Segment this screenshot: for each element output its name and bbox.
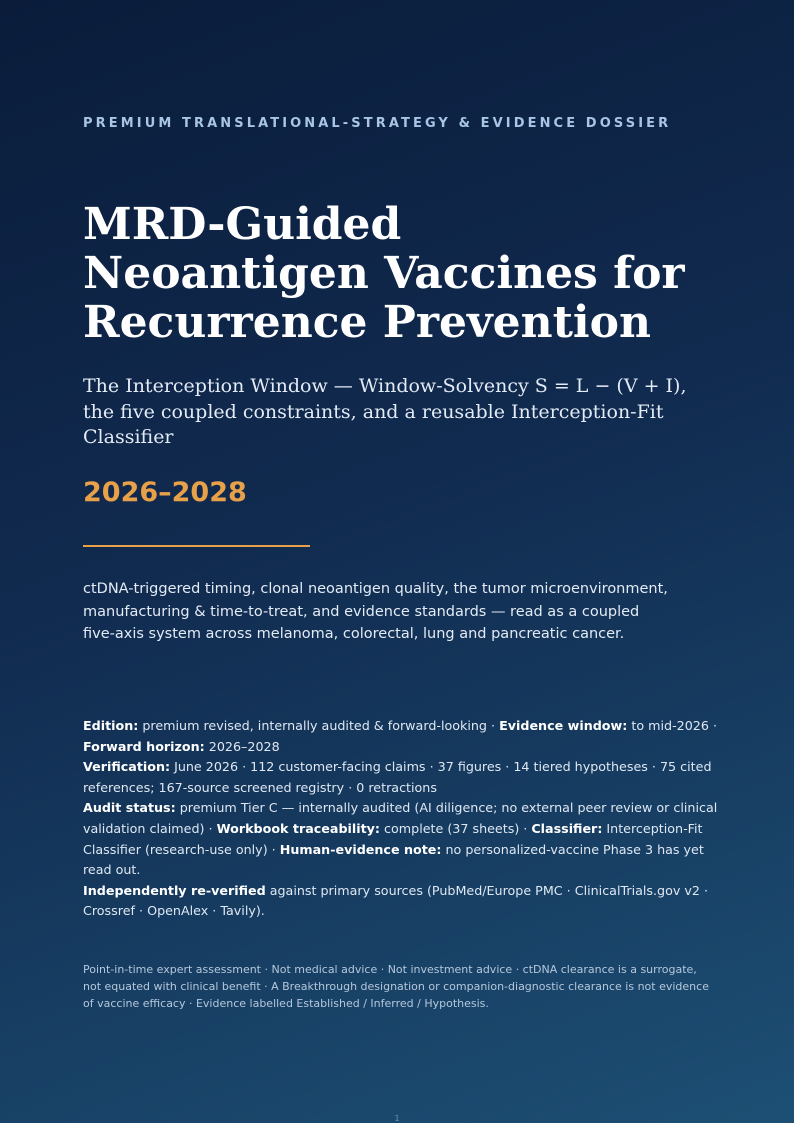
human-evidence-value: no personalized-vaccine Phase 3 has yet read out. [83,841,704,878]
edition-label: Edition: [83,718,139,733]
reverified-label: Independently re-verified [83,882,266,898]
audit-label: Audit status: [83,800,176,816]
workbook-label: Workbook traceability: [216,820,381,836]
evidence-window-label: Evidence window: [499,718,628,733]
year-range: 2026–2028 [83,477,247,508]
report-title [83,200,743,347]
verification-value: June 2026 · 112 customer-facing claims · 37 figures · 14 tiered hypotheses · 75 cited references; 167-source screened registry · 0 retractions [83,759,712,795]
disclaimer: Point-in-time expert assessment · Not medical advice · Not investment advice · ctDNA clearance is a surrogate, not equated with clinical benefit · A Breakthrough designation or companion-diagnostic clearance is not evidence of vaccine efficacy · Evidence labelled Established / Inferred / Hypothesis. [83,963,709,1010]
forward-horizon-value: 2026–2028 [204,738,280,754]
human-evidence-label: Human-evidence note: [279,841,442,857]
edition-value: premium revised, internally audited & forward-looking · [138,718,500,733]
reverified-line [83,881,718,922]
metadata-block [83,716,718,922]
lead-summary: ctDNA-triggered timing, clonal neoantigen quality, the tumor microenvironment, manufacturing & time-to-treat, and evidence standards — read as a coupled five-axis system across melanoma, colorectal, lung and pancreatic cancer. [83,581,668,642]
verification-label: Verification: [83,759,171,775]
title-line-3: Recurrence Prevention [83,297,651,348]
audit-line [83,798,718,880]
edition-line [83,716,718,757]
audit-value: premium Tier C — internally audited (AI diligence; no external peer review or clinical validation claimed) · [83,800,718,836]
page-number: 1 [394,1114,400,1123]
report-subtitle: The Interception Window — Window-Solvency S = L − (V + I), the five coupled constraints, and a reusable Interception-Fit Classifier [83,375,687,448]
forward-horizon-label: Forward horizon: [83,738,205,754]
workbook-value: complete (37 sheets) · [380,820,532,836]
accent-divider [83,545,310,547]
verification-line [83,757,718,798]
title-line-1: MRD-Guided [83,199,402,250]
classifier-label: Classifier: [531,820,603,836]
classifier-value: Interception-Fit Classifier (research-use only) · [83,820,703,857]
title-line-2: Neoantigen Vaccines for [83,248,685,299]
evidence-window-value: to mid-2026 · [627,718,718,733]
reverified-value: against primary sources (PubMed/Europe PMC · ClinicalTrials.gov v2 · Crossref · OpenAlex · Tavily). [83,882,709,919]
dossier-kicker: PREMIUM TRANSLATIONAL-STRATEGY & EVIDENCE DOSSIER [83,116,672,131]
